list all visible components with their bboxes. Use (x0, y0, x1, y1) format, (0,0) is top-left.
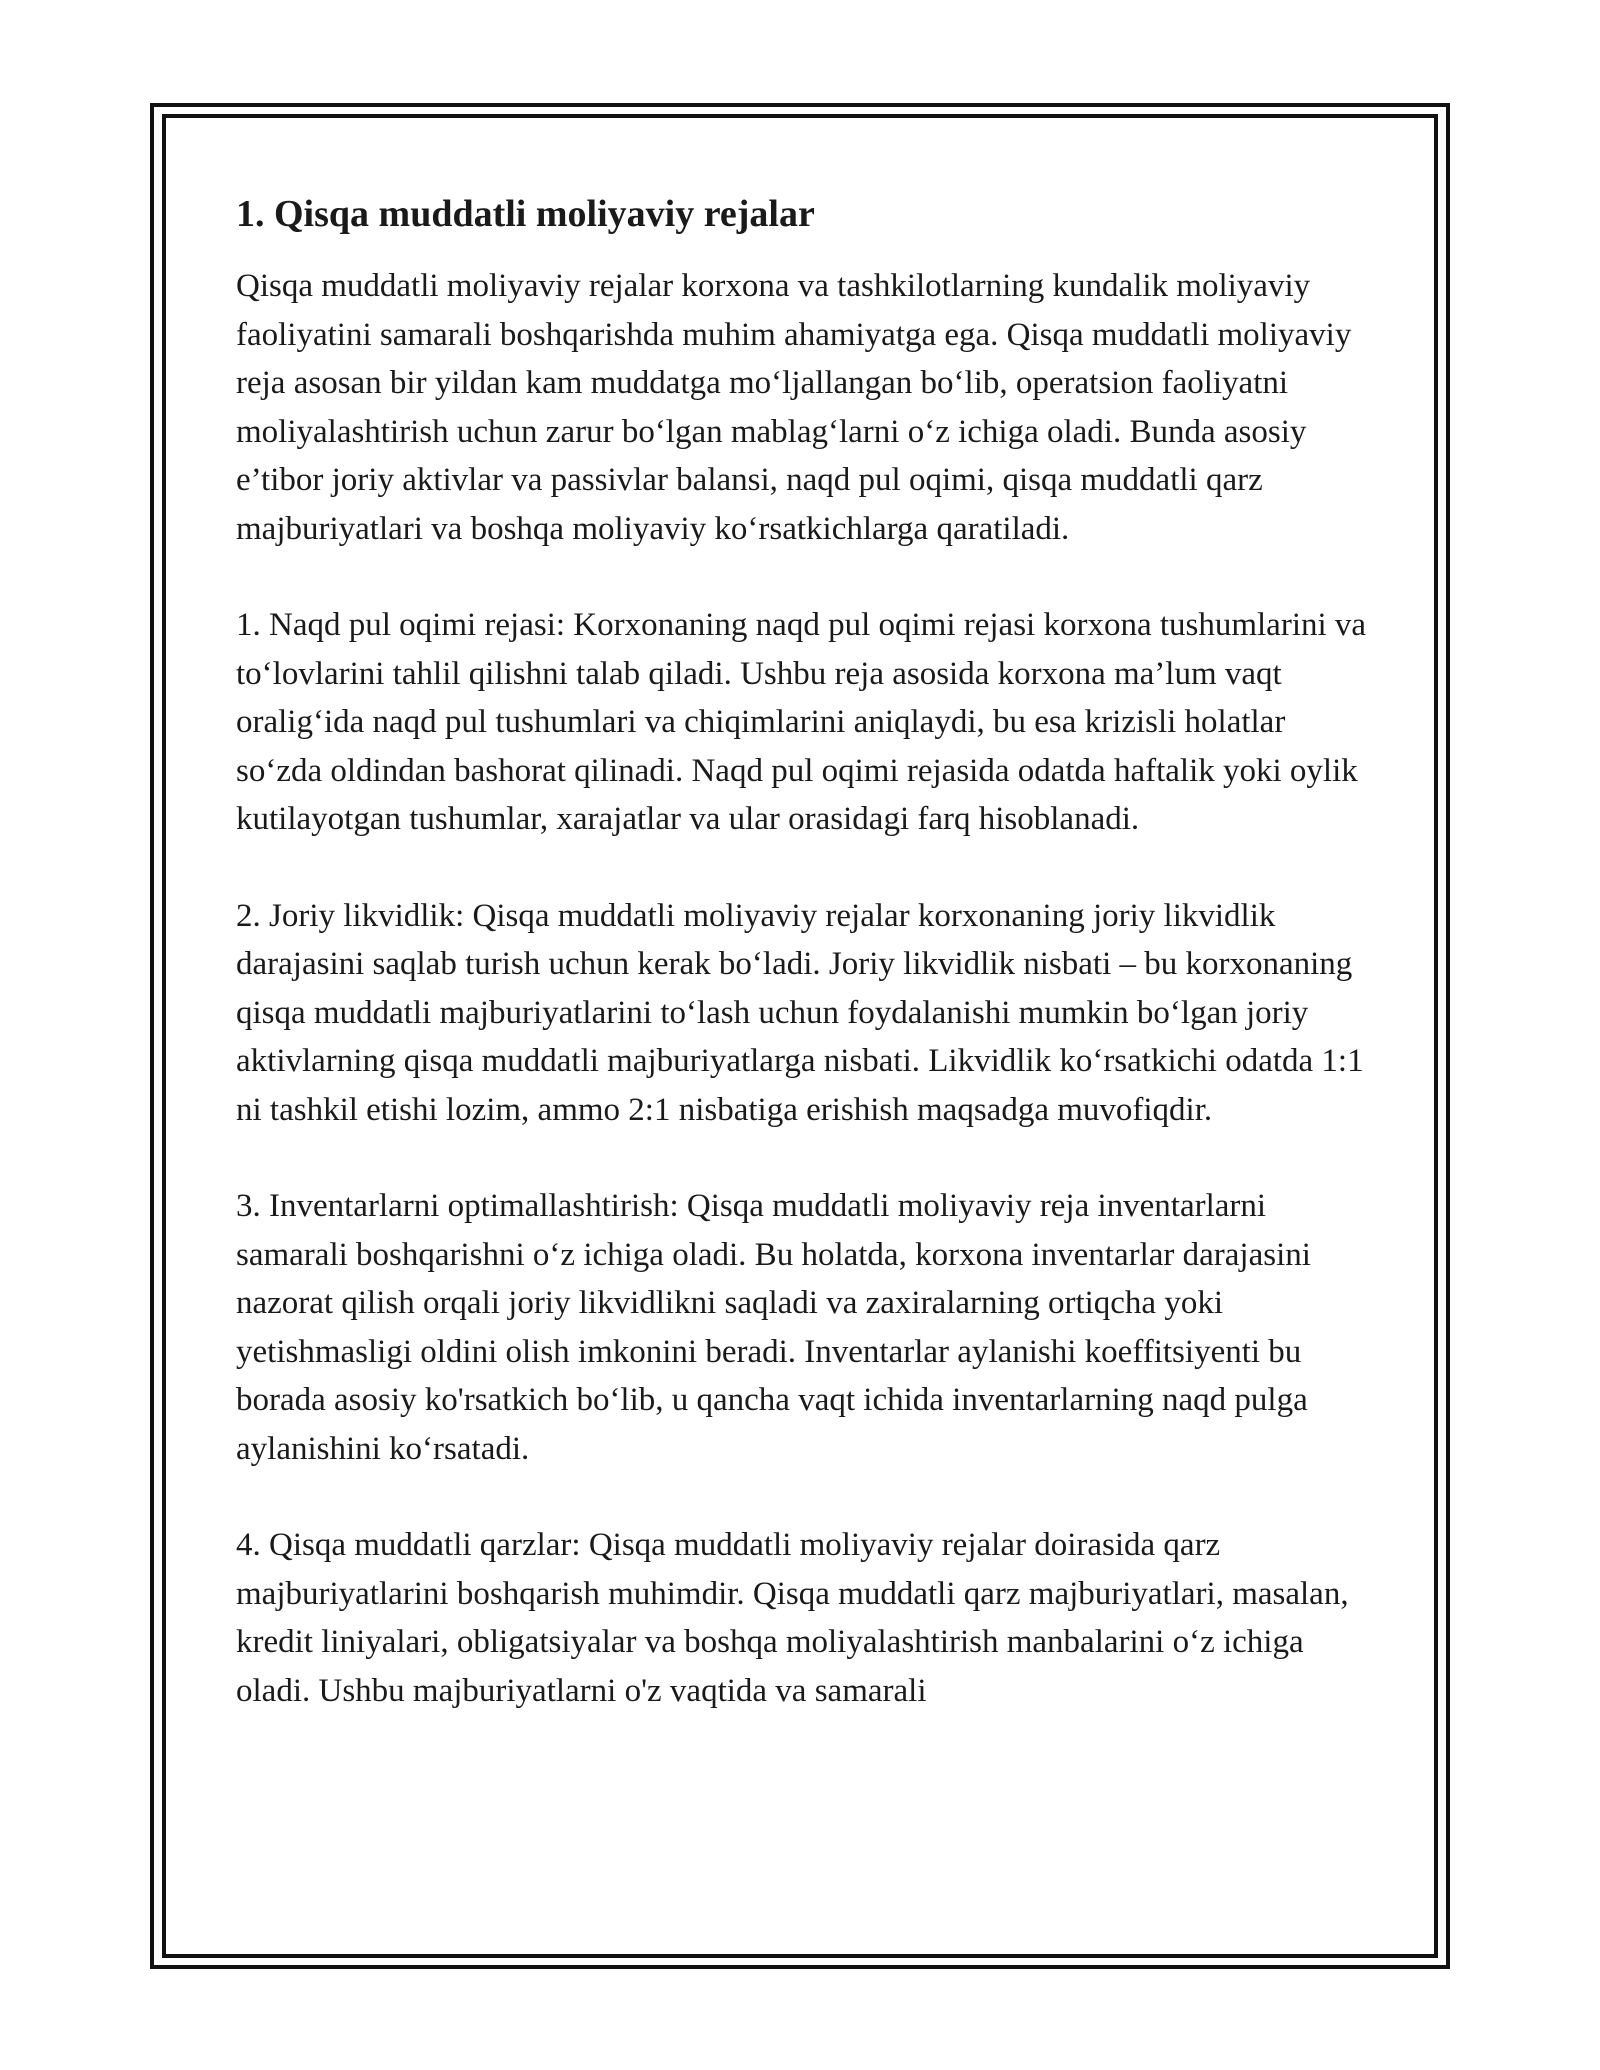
paragraph-inventory-optimization: 3. Inventarlarni optimallashtirish: Qisqa muddatli moliyaviy reja inventarlarni samarali boshqarishni o‘z ichiga oladi. Bu holatda, korxona inventarlar darajasini nazorat qilish orqali joriy likvidlikni saqladi va zaxiralarning ortiqcha yoki yetishmasligi oldini olish imkonini beradi. Inventarlar aylanishi koeffitsiyenti bu borada asosiy ko'rsatkich bo‘lib, u qancha vaqt ichida inventarlarning naqd pulga aylanishini ko‘rsatadi. (236, 1188, 1311, 1467)
intro-paragraph: Qisqa muddatli moliyaviy rejalar korxona va tashkilotlarning kundalik moliyaviy faoliyatini samarali boshqarishda muhim ahamiyatga ega. Qisqa muddatli moliyaviy reja asosan bir yildan kam muddatga mo‘ljallangan bo‘lib, operatsion faoliyatni moliyalashtirish uchun zarur bo‘lgan mablag‘larni o‘z ichiga oladi. Bunda asosiy e’tibor joriy aktivlar va passivlar balansi, naqd pul oqimi, qisqa muddatli qarz majburiyatlari va boshqa moliyaviy ko‘rsatkichlarga qaratiladi. (236, 268, 1352, 547)
paragraph-short-term-loans: 4. Qisqa muddatli qarzlar: Qisqa muddatli moliyaviy rejalar doirasida qarz majburiyatlarini boshqarish muhimdir. Qisqa muddatli qarz majburiyatlari, masalan, kredit liniyalari, obligatsiyalar va boshqa moliyalashtirish manbalarini o‘z ichiga oladi. Ushbu majburiyatlarni o'z vaqtida va samarali (236, 1527, 1349, 1709)
section-heading: 1. Qisqa muddatli moliyaviy rejalar (236, 193, 815, 235)
paragraph-cash-flow-plan: 1. Naqd pul oqimi rejasi: Korxonaning naqd pul oqimi rejasi korxona tushumlarini va to‘lovlarini tahlil qilishni talab qiladi. Ushbu reja asosida korxona ma’lum vaqt oralig‘ida naqd pul tushumlari va chiqimlarini aniqlaydi, bu esa krizisli holatlar so‘zda oldindan bashorat qilinadi. Naqd pul oqimi rejasida odatda haftalik yoki oylik kutilayotgan tushumlar, xarajatlar va ular orasidagi farq hisoblanadi. (236, 607, 1367, 837)
paragraph-current-liquidity: 2. Joriy likvidlik: Qisqa muddatli moliyaviy rejalar korxonaning joriy likvidlik darajasini saqlab turish uchun kerak bo‘ladi. Joriy likvidlik nisbati – bu korxonaning qisqa muddatli majburiyatlarini to‘lash uchun foydalanishi mumkin bo‘lgan joriy aktivlarning qisqa muddatli majburiyatlarga nisbati. Likvidlik ko‘rsatkichi odatda 1:1 ni tashkil etishi lozim, ammo 2:1 nisbatiga erishish maqsadga muvofiqdir. (236, 897, 1364, 1128)
document-body (236, 182, 1376, 1715)
